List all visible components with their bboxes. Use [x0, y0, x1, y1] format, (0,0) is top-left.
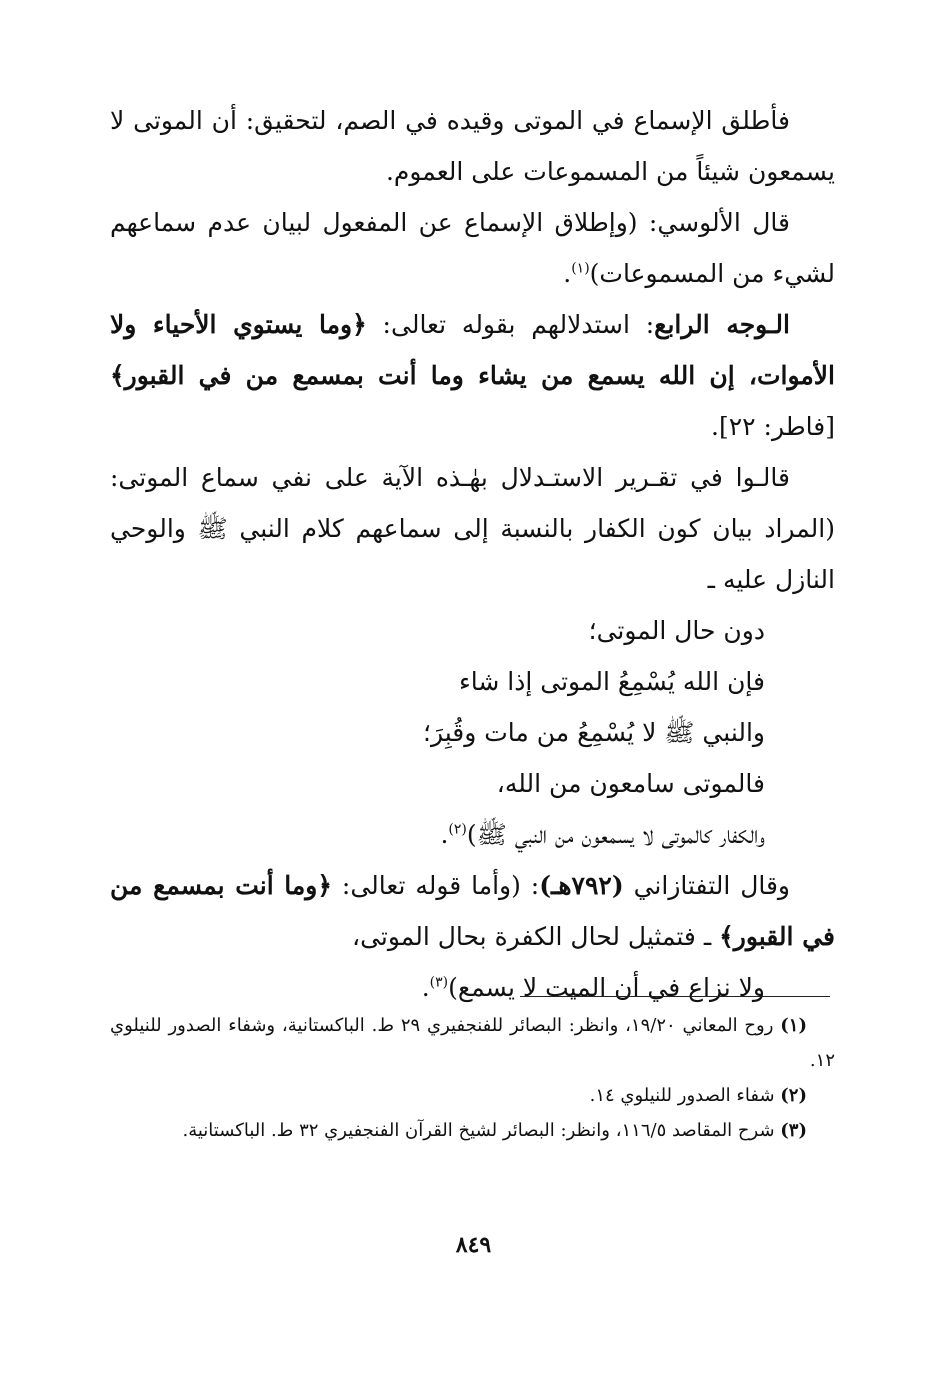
paragraph-4: قالـوا في تقـرير الاستـدلال بهٰـذه الآية على نفي سماع الموتى: (المراد بيان كون الكفار بالنسبة إلى سماعهم كلام النبي ﷺ والوحي النازل عليه ـ: [110, 463, 835, 594]
paragraph-2-text: قال الألوسي: (وإطلاق الإسماع عن المفعول لبيان عدم سماعهم لشيء من المسموعات): [110, 208, 835, 288]
footnote-3-text: شرح المقاصد ١١٦/٥، وانظر: البصائر لشيخ القرآن الفنجفيري ٣٢ ط. الباكستانية.: [182, 1120, 781, 1141]
paragraph-3-text: : استدلالهم بقوله تعالى:: [366, 310, 655, 339]
paragraph-2: [110, 197, 835, 299]
paragraph-3: [110, 299, 835, 452]
death-year: (٧٩٢هـ): [539, 871, 624, 900]
quote-line-5-end: .: [440, 820, 449, 849]
quote-line-2: فإن الله يُسْمِعُ الموتى إذا شاء: [459, 667, 765, 696]
footnote-3: [110, 1113, 835, 1148]
footnote-divider: [520, 996, 830, 997]
footnote-1-number: (١): [780, 1015, 807, 1036]
footnote-ref-2[interactable]: (٢): [448, 821, 467, 838]
paragraph-5-start: وقال التفتازاني: [623, 871, 791, 900]
paragraph-3-end: .: [711, 412, 719, 441]
paragraph-5-cont-end: .: [421, 973, 430, 1002]
footnotes: [110, 1008, 835, 1148]
verse-citation: [فاطر: ٢٢]: [718, 412, 835, 441]
footnote-2-text: شفاء الصدور للنيلوي ١٤.: [589, 1085, 781, 1106]
paragraph-5: [110, 860, 835, 962]
main-text: [110, 95, 835, 1013]
quote-line-5: [110, 809, 765, 860]
footnote-1-text: روح المعاني ١٩/٢٠، وانظر: البصائر للفنجفيري ٢٩ ط. الباكستانية، وشفاء الصدور للنيلوي ١٢.: [110, 1015, 835, 1071]
footnote-2-number: (٢): [780, 1085, 807, 1106]
paragraph-5-rest: ـ فتمثيل لحال الكفرة بحال الموتى،: [352, 922, 720, 951]
footnote-3-number: (٣): [780, 1120, 807, 1141]
quote-line-3: والنبي ﷺ لا يُسْمِعُ من مات وقُبِرَ؛: [423, 718, 765, 747]
paragraph-5-cont-text: ولا نزاع في أن الميت لا يسمع): [448, 973, 765, 1002]
section-heading: الـوجه الرابع: [654, 310, 790, 339]
footnote-ref-1[interactable]: (١): [571, 260, 590, 277]
page-number: ٨٤٩: [455, 1232, 492, 1258]
paragraph-1: فأطلق الإسماع في الموتى وقيده في الصم، لتحقيق: أن الموتى لا يسمعون شيئاً من المسموعات على العموم.: [110, 106, 835, 186]
quote-line-4: فالموتى سامعون من الله،: [496, 769, 765, 798]
paragraph-5-mid: : (وأما قوله تعالى:: [332, 871, 540, 900]
quran-verse-2: ﴿وما أنت بمسمع من في القبور﴾: [110, 871, 835, 951]
quote-lines: [110, 605, 835, 860]
footnote-ref-3[interactable]: (٣): [429, 974, 449, 991]
quote-line-5-text: والكفار كالموتى لا يسمعون من النبي ﷺ): [466, 820, 765, 849]
paragraph-2-end: .: [563, 259, 572, 288]
footnote-2: [110, 1078, 835, 1113]
quote-line-1: دون حال الموتى؛: [588, 616, 765, 645]
quran-verse-1: ﴿وما يستوي الأحياء ولا الأموات، إن الله يسمع من يشاء وما أنت بمسمع من في القبور﴾: [110, 310, 835, 390]
paragraph-5-continuation: [110, 962, 835, 1013]
footnote-1: [110, 1008, 835, 1078]
